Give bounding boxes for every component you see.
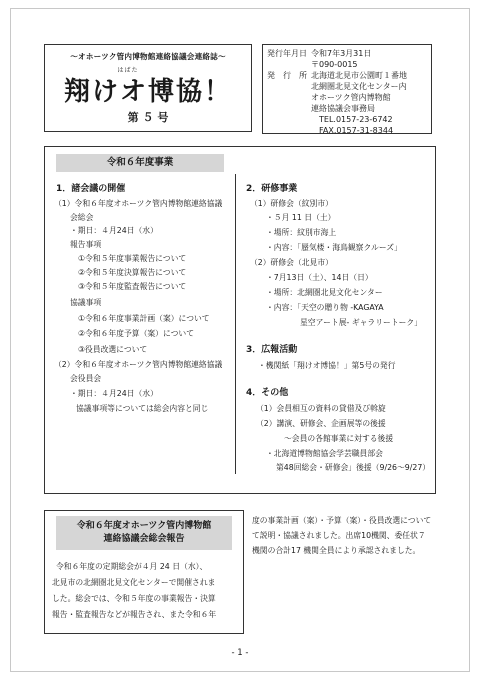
list-item: ・内容：「天空の贈り物 -KAGAYA: [266, 303, 384, 312]
report-paragraph-line: 北見市の北網圏北見文化センターで開催されま: [52, 578, 216, 587]
list-item: ①令和５年度事業報告について: [78, 254, 187, 263]
list-item: ・場所：紋別市海上: [266, 228, 337, 237]
info-row: 連絡協議会事務局: [311, 104, 375, 113]
report-paragraph-line: 令和６年度の定期総会が４月 24 日（水）、: [56, 562, 208, 571]
list-item: ・場所：北網圏北見文化センター: [266, 288, 383, 297]
report-paragraph-line: 報告・監査報告などが報告され、また令和６年: [52, 610, 217, 619]
list-item: ②令和５年度決算報告について: [78, 268, 187, 277]
report-paragraph-line: した。総会では、令和５年度の事業報告・決算: [52, 594, 216, 603]
title-ruby: はばた: [117, 67, 139, 74]
newsletter-title: 翔けオ博協！: [63, 77, 232, 107]
general-meeting-report-heading: [56, 516, 232, 550]
info-row: 〒090-0015: [311, 60, 358, 69]
heading-line: 令和６年度オホーツク管内博物館: [76, 521, 212, 531]
heading-line: 連絡協議会総会報告: [103, 534, 185, 544]
list-item: （1）令和６年度オホーツク管内博物館連絡協議: [54, 199, 223, 208]
list-item: ①令和６年度事業計画（案）について: [78, 314, 210, 323]
list-item: （1）研修会（紋別市）: [250, 199, 333, 208]
list-item: ・内容：「蜃気楼・海鳥観察クルーズ」: [266, 243, 402, 252]
list-item: ～会員の各館事業に対する後援: [284, 434, 394, 443]
publisher-info-box: [262, 44, 432, 134]
list-item: 報告事項: [70, 240, 102, 249]
list-item: 星空アート展- ギャラリートーク」: [300, 318, 423, 327]
list-item: ・北海道博物館協会学芸職員部会: [266, 449, 383, 458]
info-row: 発 行 所 北海道北見市公園町１番地: [267, 71, 407, 80]
list-item: 第48回総会・研修会」後援（9/26～9/27）: [276, 463, 431, 472]
item-heading: 4．その他: [246, 388, 289, 398]
list-item: 協議事項等については総会内容と同じ: [76, 404, 209, 413]
list-item: ・機関紙「翔けオ博協！」第5号の発行: [258, 361, 396, 370]
info-row: オホーツク管内博物館: [311, 93, 391, 102]
list-item: （2）令和６年度オホーツク管内博物館連絡協議: [54, 360, 223, 369]
list-item: 会総会: [70, 213, 94, 222]
list-item: ・期日：４月24日（水）: [70, 226, 158, 235]
page-number: - 1 -: [231, 648, 249, 658]
item-heading: 1．諸会議の開催: [56, 184, 126, 194]
masthead-subtitle: ～オホーツク管内博物館連絡協議会連絡誌～: [70, 52, 226, 61]
list-item: （2）講演、研修会、企画展等の後援: [256, 419, 386, 428]
projects-heading: 令和６年度事業: [56, 154, 224, 172]
list-item: ③令和５年度監査報告について: [78, 282, 187, 291]
report-paragraph-line: 度の事業計画（案）・予算（案）・役員改選について: [252, 516, 432, 525]
list-item: ・期日：４月24日（水）: [70, 389, 158, 398]
list-item: ②令和６年度予算（案）について: [78, 329, 194, 338]
list-item: ③役員改選について: [78, 345, 148, 354]
item-heading: 3．広報活動: [246, 345, 298, 355]
report-paragraph-line: て説明・協議されました。出席10機関、委任状７: [252, 531, 426, 540]
column-divider: [235, 174, 236, 474]
info-row: 発行年月日 令和7年3月31日: [267, 49, 372, 58]
list-item: ・7月13日（土）、14日（日）: [266, 273, 373, 282]
list-item: （1）会員相互の資料の貸借及び斡旋: [256, 404, 386, 413]
info-row: TEL.0157-23-6742: [319, 115, 393, 124]
info-row: 北網圏北見文化センター内: [311, 82, 407, 91]
report-paragraph-line: 機関の合計17 機関全員により承認されました。: [252, 546, 421, 555]
masthead-box: [44, 44, 252, 132]
item-heading: 2．研修事業: [246, 184, 298, 194]
info-row: FAX.0157-31-8344: [319, 126, 394, 135]
list-item: 協議事項: [70, 298, 102, 307]
list-item: ・５月 11 日（土）: [266, 213, 336, 222]
issue-number: 第 ５ 号: [127, 111, 169, 124]
list-item: 会役員会: [70, 374, 102, 383]
list-item: （2）研修会（北見市）: [250, 258, 333, 267]
